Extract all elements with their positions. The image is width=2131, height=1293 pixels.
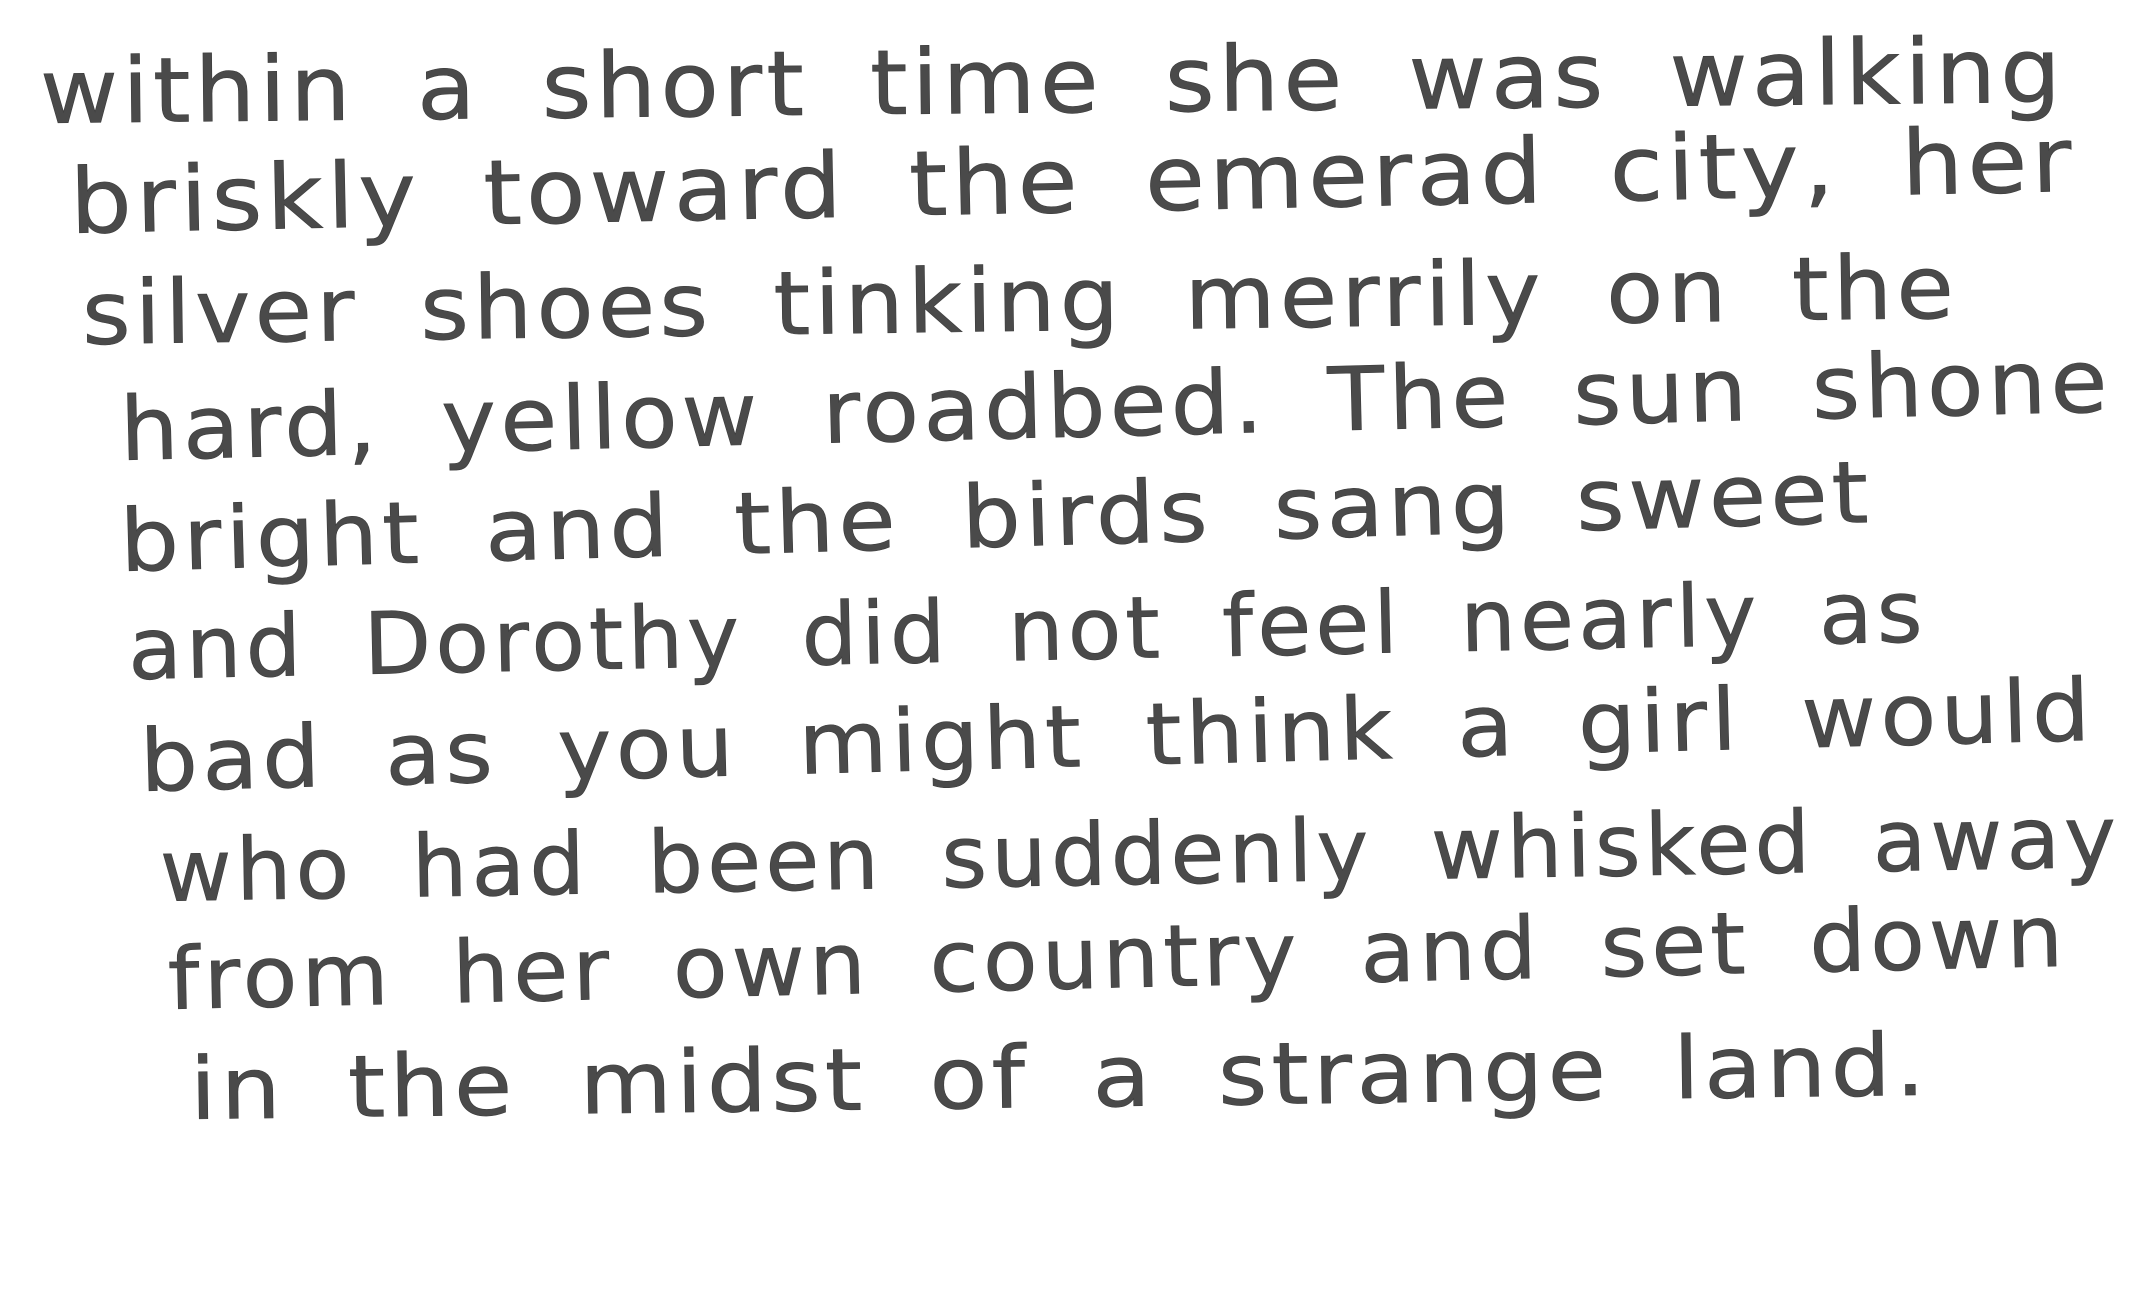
text-line: and Dorothy did not feel nearly as	[126, 562, 1928, 700]
text-line: within a short time she was walking	[39, 18, 2066, 145]
text-line: in the midst of a strange land.	[189, 1015, 1931, 1140]
text-line: who had been suddenly whisked away	[159, 787, 2121, 922]
text-line: from her own country and set down	[166, 886, 2069, 1030]
text-line: briskly toward the emerad city, her	[68, 107, 2077, 255]
text-line: bad as you might think a girl would	[138, 660, 2096, 812]
text-line: silver shoes tinking merrily on the	[81, 235, 1959, 365]
text-line: bright and the birds sang sweet	[118, 443, 1874, 592]
text-line: hard, yellow roadbed. The sun shone	[118, 329, 2113, 481]
